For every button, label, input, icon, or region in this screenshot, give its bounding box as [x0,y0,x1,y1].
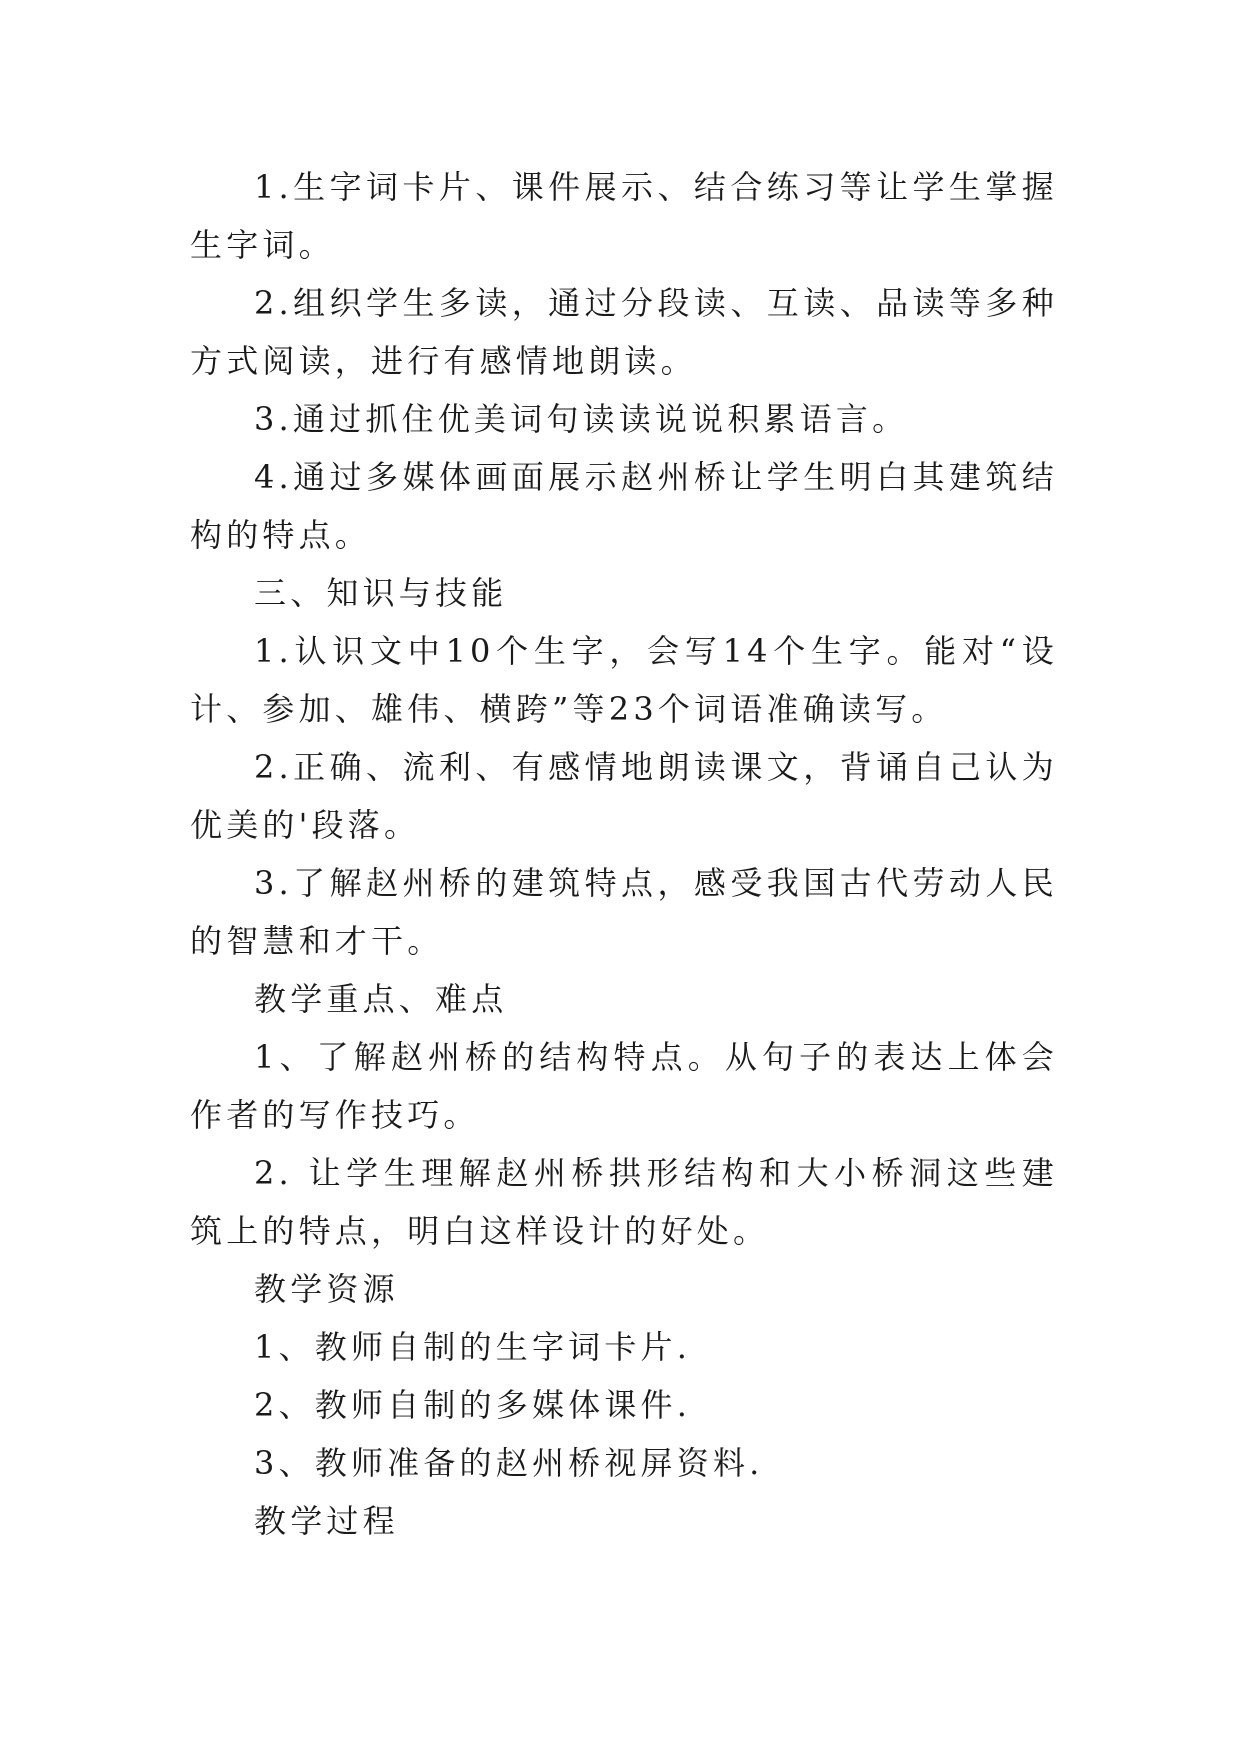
paragraph: 3.了解赵州桥的建筑特点，感受我国古代劳动人民的智慧和才干。 [190,864,1058,960]
paragraph: 2. 让学生理解赵州桥拱形结构和大小桥洞这些建筑上的特点，明白这样设计的好处。 [190,1154,1058,1250]
paragraph: 1、教师自制的生字词卡片. [254,1328,692,1366]
paragraph: 2.组织学生多读，通过分段读、互读、品读等多种方式阅读，进行有感情地朗读。 [190,284,1058,380]
paragraph: 3.通过抓住优美词句读读说说积累语言。 [254,400,909,438]
paragraph: 2、教师自制的多媒体课件. [254,1386,692,1424]
document-body [190,158,1058,1550]
paragraph: 2.正确、流利、有感情地朗读课文，背诵自己认为优美的'段落。 [190,748,1058,844]
section-heading: 教学资源 [254,1270,399,1308]
paragraph: 3、教师准备的赵州桥视屏资料. [254,1444,764,1482]
paragraph: 1.生字词卡片、课件展示、结合练习等让学生掌握生字词。 [190,168,1058,264]
section-heading: 教学过程 [254,1502,399,1540]
section-heading: 教学重点、难点 [254,980,508,1018]
section-heading: 三、知识与技能 [254,574,508,612]
paragraph: 1.认识文中10个生字，会写14个生字。能对“设计、参加、雄伟、横跨”等23个词语准确读写。 [190,632,1058,728]
paragraph: 1、了解赵州桥的结构特点。从句子的表达上体会作者的写作技巧。 [190,1038,1058,1134]
paragraph: 4.通过多媒体画面展示赵州桥让学生明白其建筑结构的特点。 [190,458,1058,554]
